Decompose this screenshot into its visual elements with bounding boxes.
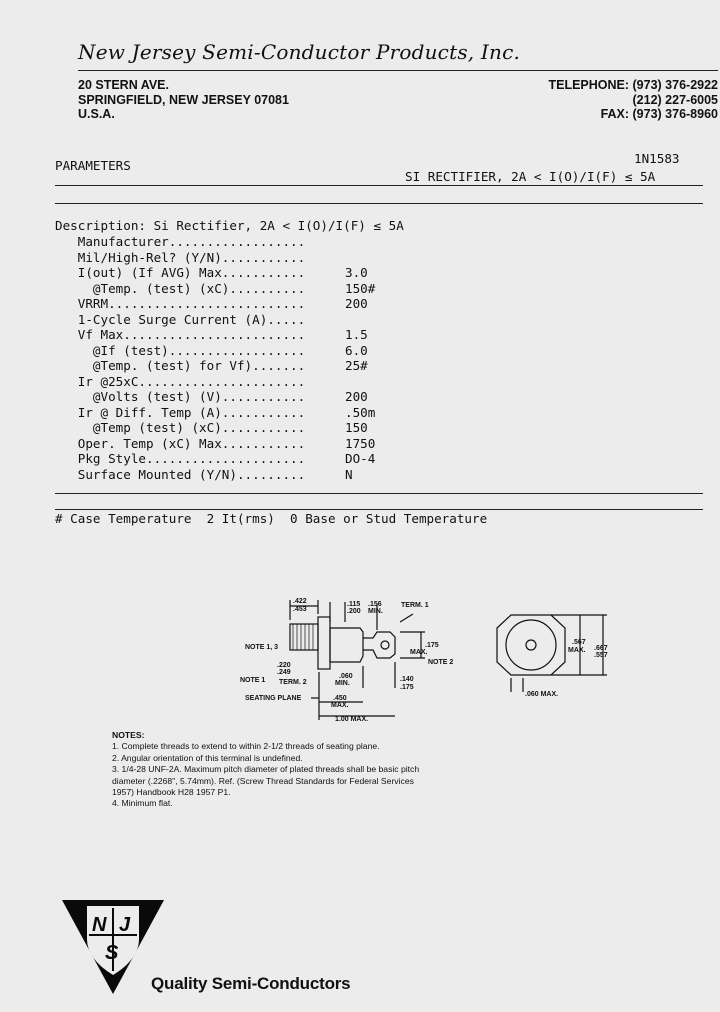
svg-text:.453: .453 — [293, 606, 307, 613]
phone-block — [548, 78, 718, 122]
end-view-hex — [497, 615, 565, 675]
header-divider — [78, 70, 718, 71]
address-line: U.S.A. — [78, 107, 115, 121]
param-row: @If (test).................. 6.0 — [55, 342, 368, 358]
address-line: 20 STERN AVE. — [78, 78, 169, 92]
param-row: VRRM.......................... 200 — [55, 296, 368, 311]
parameters-label: PARAMETERS — [55, 158, 131, 173]
notes-block — [112, 730, 419, 810]
param-row: @Temp. (test) (xC).......... 150# — [55, 280, 376, 296]
table-divider-2 — [55, 509, 703, 510]
param-row: @Temp. (test) for Vf)....... 25# — [55, 358, 368, 373]
param-row: Ir @25xC...................... — [55, 373, 306, 389]
package-drawing — [235, 592, 625, 724]
svg-text:NOTE 1, 3: NOTE 1, 3 — [245, 644, 279, 651]
svg-text:J: J — [119, 914, 131, 936]
svg-text:NOTE 2: NOTE 2 — [428, 659, 454, 666]
param-row: Mil/High-Rel? (Y/N)........... — [55, 249, 306, 265]
svg-text:.667: .667 — [594, 645, 608, 652]
part-number: 1N1583 — [634, 151, 680, 166]
threaded-stud — [290, 624, 318, 650]
svg-text:.422: .422 — [293, 598, 307, 605]
param-row: Surface Mounted (Y/N)......... N — [55, 466, 353, 482]
svg-text:S: S — [105, 942, 119, 964]
note-line: diameter (.2268", 5.74mm). Ref. (Screw Thread Standards for Federal Services — [112, 775, 414, 786]
svg-text:MAX.: MAX. — [568, 647, 586, 654]
svg-text:SEATING PLANE: SEATING PLANE — [245, 695, 302, 702]
address-block — [78, 78, 289, 122]
svg-text:.450: .450 — [333, 695, 347, 702]
param-row: Oper. Temp (xC) Max........... 1750 — [55, 435, 376, 451]
temperature-legend: # Case Temperature 2 It(rms) 0 Base or Stud Temperature — [55, 511, 488, 526]
svg-text:MIN.: MIN. — [368, 608, 383, 615]
part-description: SI RECTIFIER, 2A < I(O)/I(F) ≤ 5A — [405, 169, 656, 184]
hex-flange — [318, 617, 330, 669]
end-view-hole — [526, 640, 536, 650]
fax-line: FAX: (973) 376-8960 — [600, 107, 718, 121]
note-line: 1957) Handbook H28 1957 P1. — [112, 787, 231, 798]
param-row: Description: Si Rectifier, 2A < I(O)/I(F) ≤ 5A — [55, 218, 404, 233]
title-divider-2 — [55, 203, 703, 204]
svg-text:NOTE 1: NOTE 1 — [240, 677, 266, 684]
svg-text:MIN.: MIN. — [335, 680, 350, 687]
svg-text:.220: .220 — [277, 662, 291, 669]
svg-text:TERM. 2: TERM. 2 — [279, 679, 307, 686]
svg-text:.156: .156 — [368, 601, 382, 608]
terminal-hole — [381, 641, 389, 649]
telephone-line: TELEPHONE: (973) 376-2922 — [548, 78, 718, 92]
end-view-circle — [506, 620, 556, 670]
svg-text:.249: .249 — [277, 669, 291, 676]
svg-text:.060 MAX.: .060 MAX. — [525, 691, 559, 698]
tagline: Quality Semi-Conductors — [151, 974, 351, 993]
note-line: 4. Minimum flat. — [112, 798, 173, 809]
param-row: 1-Cycle Surge Current (A)..... — [55, 311, 306, 327]
telephone-line: (212) 227-6005 — [632, 92, 718, 107]
svg-text:.175: .175 — [400, 684, 414, 691]
svg-text:TERM. 1: TERM. 1 — [401, 602, 429, 609]
terminal — [363, 632, 395, 658]
note-line: 2. Angular orientation of this terminal is undefined. — [112, 752, 303, 763]
svg-text:.200: .200 — [347, 608, 361, 615]
address-line: SPRINGFIELD, NEW JERSEY 07081 — [78, 92, 289, 107]
note-line: 3. 1/4-28 UNF-2A. Maximum pitch diameter of plated threads shall be basic pitch — [112, 764, 420, 775]
svg-text:MAX.: MAX. — [331, 702, 349, 709]
param-row: Pkg Style..................... DO-4 — [55, 451, 376, 466]
notes-heading: NOTES: — [112, 730, 145, 740]
body — [330, 628, 363, 662]
note-line: 1. Complete threads to extend to within 2-1/2 threads of seating plane. — [112, 741, 380, 752]
svg-text:.175: .175 — [425, 642, 439, 649]
svg-text:.567: .567 — [572, 639, 586, 646]
parameters-table — [55, 218, 695, 488]
param-row: @Volts (test) (V)........... 200 — [55, 389, 368, 404]
param-row: Ir @ Diff. Temp (A)........... .50m — [55, 404, 376, 420]
param-row: I(out) (If AVG) Max........... 3.0 — [55, 265, 368, 280]
param-row: Manufacturer.................. — [55, 234, 306, 249]
svg-text:N: N — [92, 914, 107, 936]
company-name: New Jersey Semi-Conductor Products, Inc. — [78, 40, 521, 64]
svg-text:.557: .557 — [594, 652, 608, 659]
svg-text:.140: .140 — [400, 676, 414, 683]
table-divider — [55, 493, 703, 494]
param-row: @Temp (test) (xC)........... 150 — [55, 420, 368, 435]
svg-text:.115: .115 — [347, 601, 361, 608]
svg-text:1.00 MAX.: 1.00 MAX. — [335, 716, 369, 723]
svg-text:.060: .060 — [339, 673, 353, 680]
param-row: Vf Max........................ 1.5 — [55, 327, 368, 342]
svg-text:MAX.: MAX. — [410, 649, 428, 656]
title-divider — [55, 185, 703, 186]
